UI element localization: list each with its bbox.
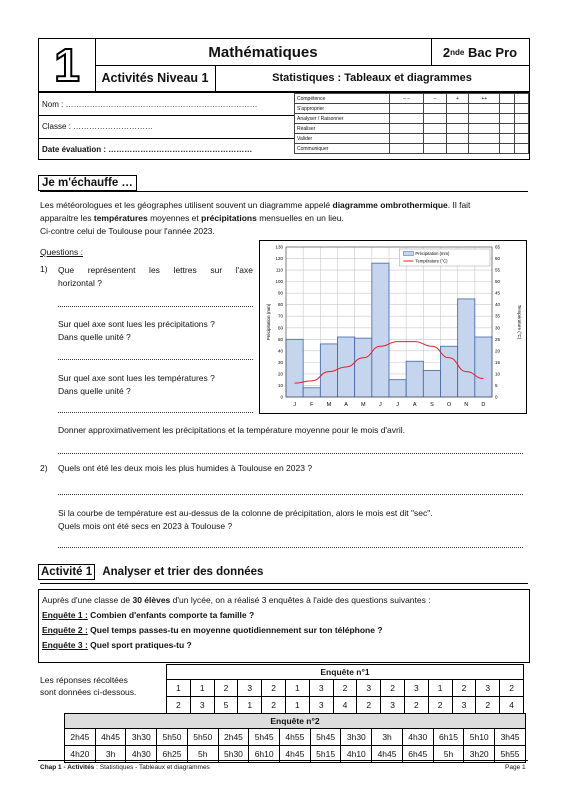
x-tick-label: O: [446, 402, 452, 408]
table-cell: 3h45: [495, 729, 526, 746]
y-tick-label: 10: [277, 382, 283, 388]
table-cell: 2: [428, 697, 452, 714]
classe-field[interactable]: Classe : …………………………: [42, 122, 154, 131]
activity1-label: Activité 1: [38, 564, 95, 580]
x-tick-label: A: [344, 402, 348, 408]
y-tick-label: 0: [280, 394, 283, 400]
chapter-number: [39, 39, 96, 91]
legend-bar-swatch: [403, 252, 413, 256]
warmup-title: Je m'échauffe …: [38, 175, 137, 191]
table-cell: 2: [500, 680, 524, 697]
x-tick-label: J: [379, 402, 382, 408]
table-cell: 5h45: [310, 729, 341, 746]
header-box: [38, 38, 530, 92]
enquete2-title: Enquête n°2: [65, 714, 526, 729]
table-cell: 2: [476, 697, 500, 714]
table-cell: 6h10: [249, 746, 280, 763]
footer-page: Page 1: [505, 764, 526, 771]
comp-header: Compétence: [295, 94, 390, 104]
legend-line-label: Température (°C): [415, 258, 448, 264]
x-tick-label: S: [430, 402, 434, 408]
table-cell: 3: [190, 697, 214, 714]
table-cell: 5h10: [464, 729, 495, 746]
table-cell: 3: [357, 680, 381, 697]
activity1-box: Auprès d'une classe de 30 élèves d'un lycée, on a réalisé 3 enquêtes à l'aide des questions suivantes : Enquête 1 : Combien d'enfants comporte ta famille ? Enquête 2 : Quel temps passes-tu en moyenne quotidiennement sur ton téléphone ? Enquête 3 : Quel sport pratiques-tu ?: [38, 589, 530, 663]
table-cell: 6h15: [433, 729, 464, 746]
ombrothermic-chart: [259, 240, 527, 414]
y2-axis-title: Température (°C): [517, 304, 522, 340]
table-cell: 6h25: [157, 746, 188, 763]
table-cell: 2: [381, 680, 405, 697]
table-cell: 6h45: [402, 746, 433, 763]
activity1-title: Analyser et trier des données: [102, 566, 264, 578]
q1-april: Donner approximativement les précipitations et la température moyenne pour le mois d'avril.: [58, 425, 405, 435]
table-cell: 2: [404, 697, 428, 714]
table-cell: 3h30: [341, 729, 372, 746]
table-cell: 1: [167, 680, 191, 697]
q1-axis-temp: Sur quel axe sont lues les températures ? Dans quelle unité ?: [58, 373, 215, 396]
activity-level: Activités Niveau 1: [95, 65, 216, 91]
y-tick-label: 40: [277, 348, 283, 354]
q1-num: 1): [40, 264, 48, 274]
answer-line[interactable]: [58, 452, 523, 454]
table-cell: 3h: [95, 746, 126, 763]
responses-text: Les réponses récoltées sont données ci-dessous.: [40, 675, 137, 697]
x-tick-label: F: [310, 402, 314, 408]
x-tick-label: J: [293, 402, 296, 408]
y2-tick-label: 15: [495, 359, 501, 365]
q1-axis-precip: Sur quel axe sont lues les précipitations ? Dans quelle unité ?: [58, 319, 215, 342]
class-level: 2 nde Bac Pro: [431, 39, 529, 66]
table-cell: 4h55: [280, 729, 311, 746]
y-axis-title: Précipitation (mm): [266, 303, 271, 341]
y-tick-label: 130: [275, 244, 283, 250]
q1-text: Que représentent les lettres sur l'axe horizontal ?: [58, 265, 253, 288]
y2-tick-label: 60: [495, 256, 501, 262]
table-cell: 5h55: [495, 746, 526, 763]
topic: Statistiques : Tableaux et diagrammes: [272, 72, 472, 84]
table-cell: 2: [214, 680, 238, 697]
table-cell: 5: [214, 697, 238, 714]
enquete2-table: [64, 713, 526, 763]
comp-row: S'approprier: [295, 104, 390, 114]
precipitation-bar: [303, 388, 320, 397]
competence-table: Compétence – – – + ++ S'approprier Analyser / Raisonner Réaliser Valider Communiquer: [294, 93, 529, 154]
y-tick-label: 100: [275, 279, 283, 285]
precipitation-bar: [372, 263, 389, 397]
x-tick-label: A: [412, 402, 417, 408]
answer-line[interactable]: [58, 546, 523, 548]
q2-text: Quels ont été les deux mois les plus humides à Toulouse en 2023 ?: [58, 463, 313, 473]
table-cell: 1: [238, 697, 262, 714]
y-tick-label: 30: [277, 359, 283, 365]
table-cell: 2h45: [65, 729, 96, 746]
y2-tick-label: 20: [495, 348, 501, 354]
enquete1-title: Enquête n°1: [167, 665, 524, 680]
y-tick-label: 60: [277, 325, 283, 331]
legend-bar-label: Précipitation (mm): [415, 251, 450, 257]
table-cell: 5h50: [157, 729, 188, 746]
table-cell: 1: [428, 680, 452, 697]
precipitation-bar: [389, 380, 406, 397]
y2-tick-label: 40: [495, 302, 501, 308]
y2-tick-label: 0: [495, 394, 498, 400]
chapter-number-text: 1: [54, 39, 80, 91]
table-cell: 1: [285, 697, 309, 714]
precipitation-bar: [423, 370, 440, 397]
table-cell: 3: [309, 680, 333, 697]
y2-tick-label: 35: [495, 313, 501, 319]
x-tick-label: N: [464, 402, 469, 408]
x-tick-label: D: [481, 402, 486, 408]
table-cell: 5h50: [187, 729, 218, 746]
x-tick-label: M: [326, 402, 332, 408]
table-cell: 1: [190, 680, 214, 697]
enquete1-table: [166, 664, 524, 714]
date-field[interactable]: Date évaluation : ………………………………………………: [42, 145, 253, 154]
activity1-header: [38, 566, 263, 578]
y2-tick-label: 30: [495, 325, 501, 331]
y-tick-label: 80: [277, 302, 283, 308]
y-tick-label: 90: [277, 290, 283, 296]
comp-row: Valider: [295, 134, 390, 144]
answer-line[interactable]: [58, 305, 253, 307]
precipitation-bar: [406, 361, 423, 397]
table-cell: 4h45: [95, 729, 126, 746]
table-cell: 1: [285, 680, 309, 697]
table-cell: 3: [452, 697, 476, 714]
table-cell: 2: [357, 697, 381, 714]
y2-tick-label: 50: [495, 279, 501, 285]
q2-num: 2): [40, 463, 48, 473]
table-cell: 3: [476, 680, 500, 697]
y2-tick-label: 10: [495, 371, 501, 377]
footer-rule: [38, 760, 528, 761]
answer-line[interactable]: [58, 411, 253, 413]
warmup-divider: [40, 191, 528, 192]
table-cell: 4h20: [65, 746, 96, 763]
y2-tick-label: 25: [495, 336, 501, 342]
table-row: [167, 697, 524, 714]
precipitation-bar: [441, 346, 458, 397]
activity1-divider: [40, 583, 528, 584]
table-cell: 3: [238, 680, 262, 697]
comp-row: Communiquer: [295, 144, 390, 154]
table-cell: 4: [333, 697, 357, 714]
table-cell: 4h30: [402, 729, 433, 746]
table-cell: 2: [167, 697, 191, 714]
student-info-box: [38, 92, 530, 160]
table-cell: 4h45: [372, 746, 403, 763]
y-tick-label: 70: [277, 313, 283, 319]
table-cell: 2: [262, 697, 286, 714]
table-cell: 2: [262, 680, 286, 697]
table-cell: 3: [404, 680, 428, 697]
chart-svg: [260, 241, 526, 413]
y2-tick-label: 65: [495, 244, 501, 250]
precipitation-bar: [475, 337, 492, 397]
y-tick-label: 20: [277, 371, 283, 377]
precipitation-bar: [458, 299, 475, 397]
q2-dry: Si la courbe de température est au-dessus de la colonne de précipitation, alors le mois est dit "sec". Quels mois ont été secs en 2023 à Toulouse ?: [58, 508, 433, 531]
footer-left: Chap 1 - Activités : Statistiques - Tableaux et diagrammes: [40, 764, 210, 771]
y2-tick-label: 45: [495, 290, 501, 296]
comp-row: Réaliser: [295, 124, 390, 134]
table-cell: 5h30: [218, 746, 249, 763]
x-tick-label: J: [396, 402, 399, 408]
precipitation-bar: [286, 339, 303, 397]
table-cell: 3: [309, 697, 333, 714]
comp-row: Analyser / Raisonner: [295, 114, 390, 124]
precipitation-bar: [355, 338, 372, 397]
y2-tick-label: 5: [495, 382, 498, 388]
table-cell: 3h30: [126, 729, 157, 746]
table-cell: 3h20: [464, 746, 495, 763]
questions-label: Questions :: [40, 247, 83, 257]
table-row: [167, 680, 524, 697]
answer-line[interactable]: [58, 358, 253, 360]
table-cell: 5h45: [249, 729, 280, 746]
table-cell: 2h45: [218, 729, 249, 746]
table-cell: 5h: [433, 746, 464, 763]
table-cell: 4: [500, 697, 524, 714]
answer-line[interactable]: [58, 493, 523, 495]
y-tick-label: 110: [275, 267, 283, 273]
table-cell: 5h: [187, 746, 218, 763]
table-cell: 3h: [372, 729, 403, 746]
warmup-intro: Les météorologues et les géographes utilisent souvent un diagramme appelé diagramme ombrothermique. Il fait apparaitre les températures moyennes et précipitations mensuelles en un lieu. Ci-contre celui de Toulouse pour l'année 2023.: [40, 200, 471, 236]
y2-tick-label: 55: [495, 267, 501, 273]
y-tick-label: 120: [275, 256, 283, 262]
table-cell: 4h10: [341, 746, 372, 763]
table-cell: 2: [452, 680, 476, 697]
subject-title: Mathématiques: [95, 39, 432, 66]
x-tick-label: M: [360, 402, 366, 408]
table-cell: 3: [381, 697, 405, 714]
table-cell: 2: [333, 680, 357, 697]
table-cell: 4h30: [126, 746, 157, 763]
table-row: [65, 729, 526, 746]
table-cell: 5h15: [310, 746, 341, 763]
table-cell: 4h45: [280, 746, 311, 763]
y-tick-label: 50: [277, 336, 283, 342]
nom-field[interactable]: Nom : ………………………………………………………………: [42, 100, 258, 109]
